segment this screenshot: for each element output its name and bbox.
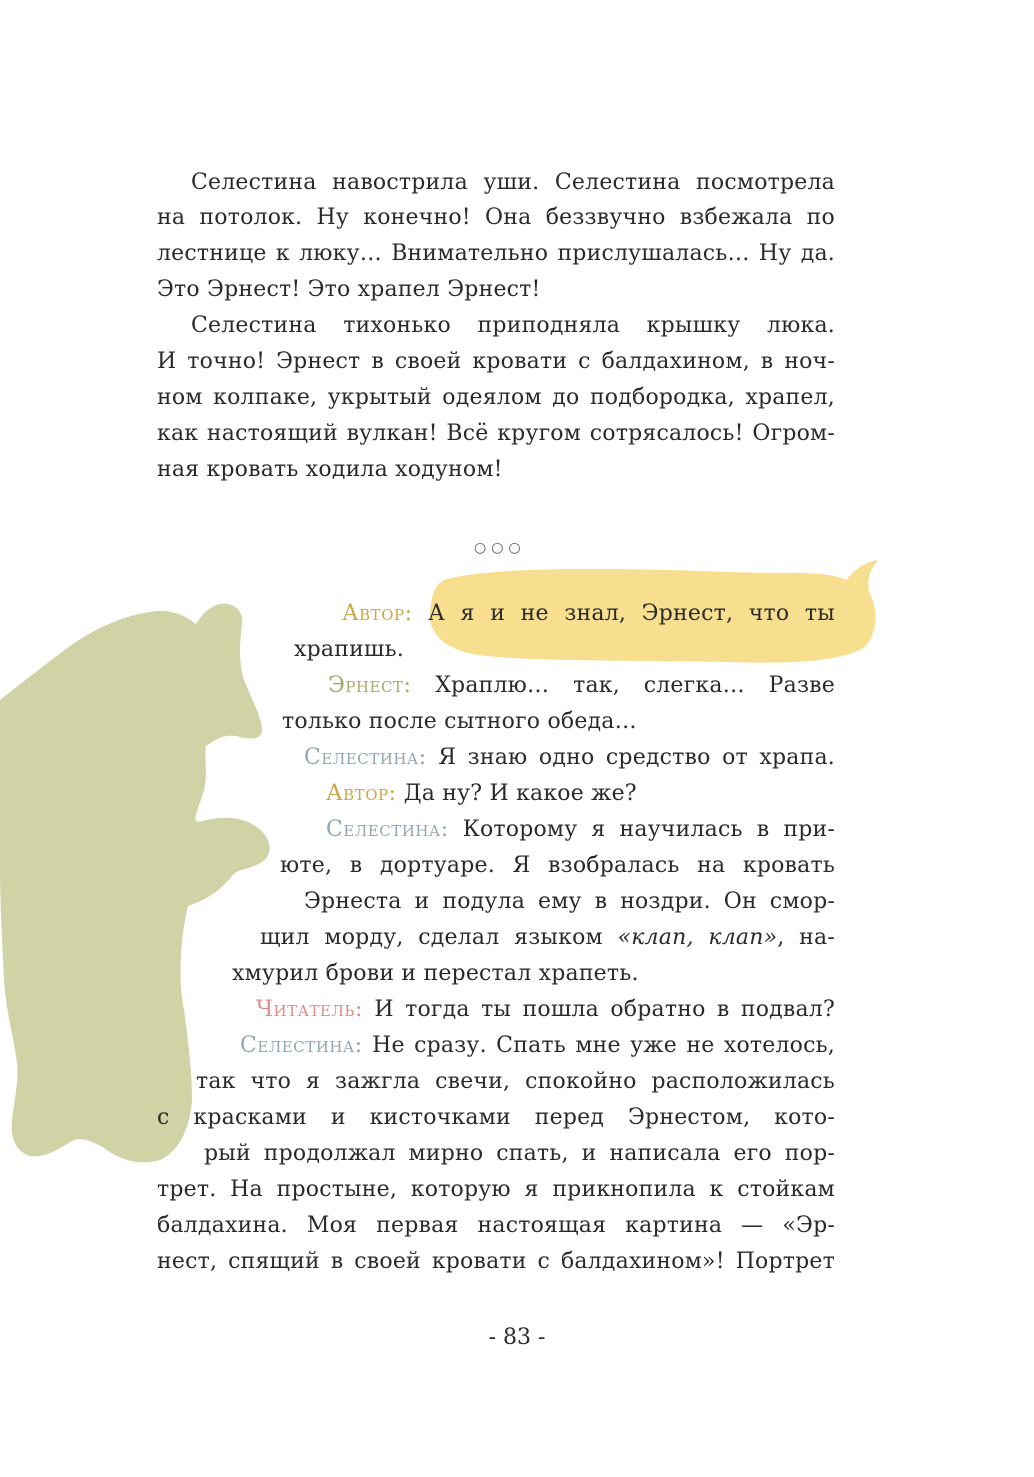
- section-separator: ○○○: [474, 540, 526, 556]
- dialogue-7-line-5: трет. На простыне, которую я прикнопила к стойкам: [157, 1177, 835, 1202]
- speaker-ernest: Эрнест:: [328, 673, 412, 698]
- dialogue-7-line-3: с красками и кисточками перед Эрнестом, кото-: [157, 1105, 835, 1130]
- para1-line-3: лестнице к люку… Внимательно прислушалась… Ну да.: [157, 241, 835, 266]
- dialogue-1-line-1: Автор: А я и не знал, Эрнест, что ты: [342, 601, 835, 626]
- speaker-reader: Читатель:: [256, 997, 363, 1022]
- dialogue-5-line-5: хмурил брови и перестал храпеть.: [232, 961, 639, 986]
- dialogue-7-line-4: рый продолжал мирно спать, и написала его пор-: [204, 1141, 835, 1166]
- para2-line-5: ная кровать ходила ходуном!: [157, 457, 503, 482]
- dialogue-5-line-3: Эрнеста и подула ему в ноздри. Он смор-: [304, 889, 835, 914]
- speaker-celestine: Селестина:: [326, 817, 449, 842]
- speaker-celestine: Селестина:: [304, 745, 427, 770]
- speaker-celestine: Селестина:: [240, 1033, 363, 1058]
- dialogue-7-line-2: так что я зажгла свечи, спокойно расположилась: [196, 1069, 835, 1094]
- dialogue-5-line-4: щил морду, сделал языком «клап, клап», на-: [260, 925, 835, 950]
- para1-line-1: Селестина навострила уши. Селестина посмотрела: [191, 170, 835, 195]
- para1-line-4: Это Эрнест! Это храпел Эрнест!: [157, 277, 541, 302]
- speaker-author: Автор:: [342, 601, 413, 626]
- para2-line-2: И точно! Эрнест в своей кровати с балдахином, в ноч-: [157, 349, 835, 374]
- dialogue-4-line-1: Автор: Да ну? И какое же?: [326, 781, 637, 806]
- speaker-author: Автор:: [326, 781, 397, 806]
- dialogue-7-line-6: балдахина. Моя первая настоящая картина — «Эр-: [157, 1213, 835, 1238]
- dialogue-3-line-1: Селестина: Я знаю одно средство от храпа.: [304, 745, 835, 770]
- dialogue-7-line-7: нест, спящий в своей кровати с балдахином»! Портрет: [157, 1249, 835, 1274]
- para2-line-3: ном колпаке, укрытый одеялом до подбородка, храпел,: [157, 385, 835, 410]
- dialogue-5-line-1: Селестина: Которому я научилась в при-: [326, 817, 835, 842]
- para2-line-1: Селестина тихонько приподняла крышку люка.: [191, 313, 835, 338]
- page-number: - 83 -: [488, 1325, 546, 1350]
- para1-line-2: на потолок. Ну конечно! Она беззвучно взбежала по: [157, 205, 835, 230]
- dialogue-7-line-1: Селестина: Не сразу. Спать мне уже не хотелось,: [240, 1033, 835, 1058]
- para2-line-4: как настоящий вулкан! Всё кругом сотрясалось! Огром-: [157, 421, 835, 446]
- dialogue-1-line-2: храпишь.: [294, 637, 404, 662]
- dialogue-6-line-1: Читатель: И тогда ты пошла обратно в подвал?: [256, 997, 835, 1022]
- dialogue-2-line-2: только после сытного обеда…: [282, 709, 637, 734]
- dialogue-2-line-1: Эрнест: Храплю… так, слегка… Разве: [328, 673, 835, 698]
- dialogue-5-line-2: юте, в дортуаре. Я взобралась на кровать: [280, 853, 835, 878]
